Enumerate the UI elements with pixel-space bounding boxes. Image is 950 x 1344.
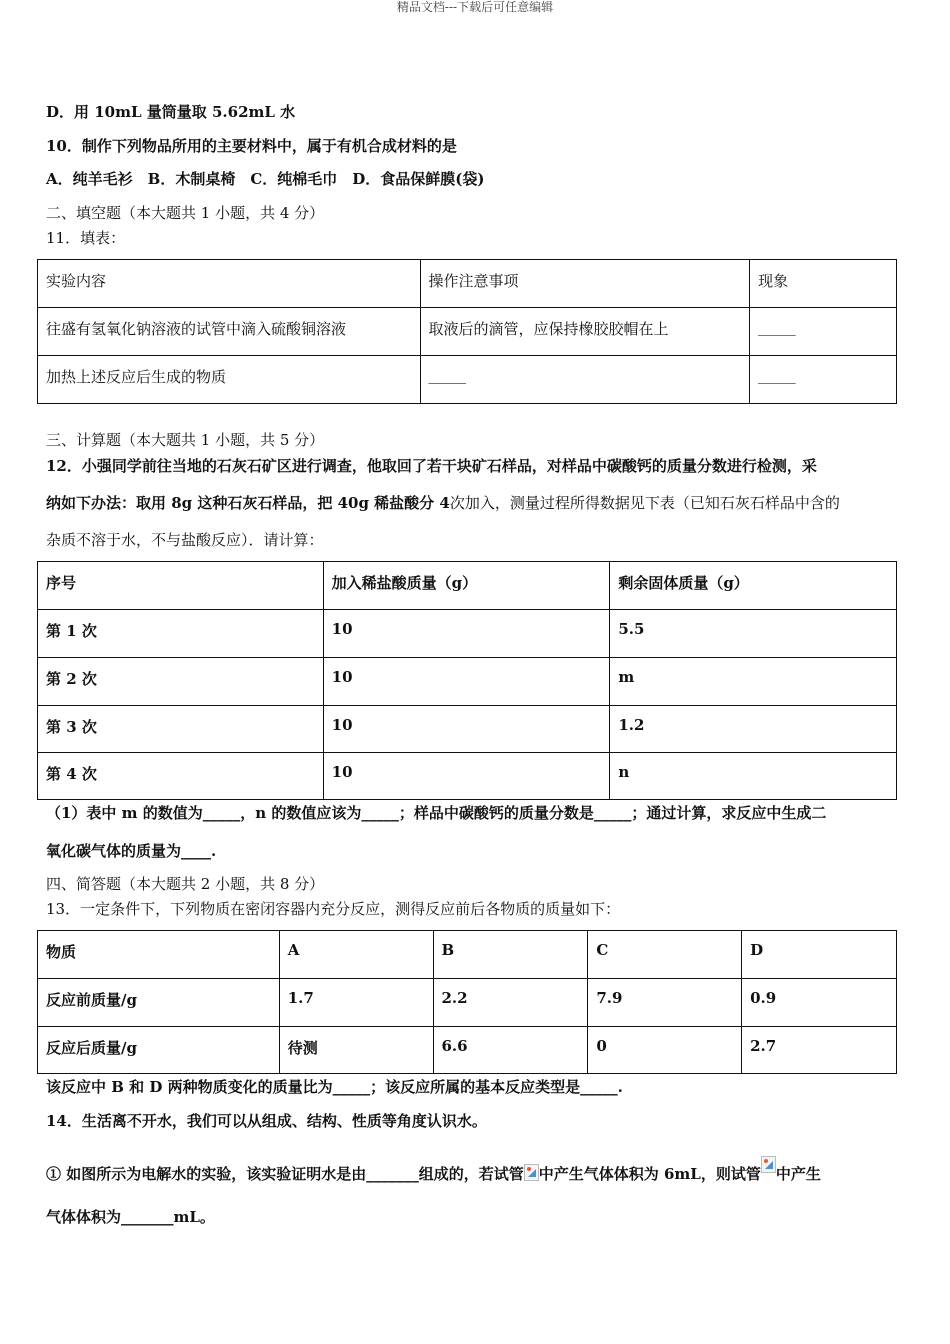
table-cell: 取液后的滴管，应保持橡胶胶帽在上 [420, 308, 750, 356]
table-cell: 2.7 [742, 1027, 897, 1074]
table-cell: 待测 [279, 1027, 433, 1074]
table-row [38, 931, 897, 979]
q14-sub1-a: ① 如图所示为电解水的实验，该实验证明水是由_______组成的，若试管 [46, 1165, 524, 1183]
table-row [38, 979, 897, 1027]
table-cell: 剩余固体质量（g） [610, 562, 897, 610]
table-cell: 10 [323, 658, 610, 706]
table-cell: _____ [420, 356, 750, 404]
table-cell: 第 1 次 [38, 610, 324, 658]
q12-line2-rest: 次加入，测量过程所得数据见下表（已知石灰石样品中含的 [449, 494, 840, 512]
table-cell: 物质 [38, 931, 280, 979]
table-cell: 加热上述反应后生成的物质 [38, 356, 421, 404]
table-cell: m [610, 658, 897, 706]
table-cell: 第 4 次 [38, 753, 324, 800]
table-cell: 反应前质量/g [38, 979, 280, 1027]
q9-option-d: D．用 10mL 量筒量取 5.62mL 水 [46, 103, 296, 121]
table-cell: 10 [323, 753, 610, 800]
q12-line2-bold: 纳如下办法：取用 8g 这种石灰石样品，把 40g 稀盐酸分 4 [46, 494, 450, 512]
q12-sub1-line1: （1）表中 m 的数值为_____，n 的数值应该为_____；样品中碳酸钙的质量分数是_____；通过计算，求反应中生成二 [46, 804, 827, 822]
q14-sub1-c: 中产生 [775, 1165, 821, 1183]
table-cell: 2.2 [433, 979, 588, 1027]
table-cell: 第 2 次 [38, 658, 324, 706]
table-cell: 0 [588, 1027, 742, 1074]
table-cell: 反应后质量/g [38, 1027, 280, 1074]
test-tube-b-icon [761, 1156, 776, 1173]
table-cell: 0.9 [742, 979, 897, 1027]
table-cell: 10 [323, 610, 610, 658]
table-cell: 6.6 [433, 1027, 588, 1074]
q14-stem: 14．生活离不开水，我们可以从组成、结构、性质等角度认识水。 [46, 1112, 487, 1130]
table-cell: 操作注意事项 [420, 260, 750, 308]
table-cell: n [610, 753, 897, 800]
q10-stem: 10．制作下列物品所用的主要材料中，属于有机合成材料的是 [46, 137, 457, 155]
section3-title: 三、计算题（本大题共 1 小题，共 5 分） [46, 431, 325, 449]
table-cell: 10 [323, 706, 610, 753]
table-cell: 加入稀盐酸质量（g） [323, 562, 610, 610]
table-cell: D [742, 931, 897, 979]
q12-line2 [46, 493, 840, 513]
fill-table [37, 259, 897, 404]
q14-sub1-b: 中产生气体体积为 6mL，则试管 [538, 1165, 761, 1183]
test-tube-a-icon [524, 1164, 539, 1181]
q12-sub1-line2: 氧化碳气体的质量为____. [46, 842, 217, 860]
q13-after: 该反应中 B 和 D 两种物质变化的质量比为_____；该反应所属的基本反应类型是_____. [46, 1078, 623, 1096]
table-cell: 实验内容 [38, 260, 421, 308]
table-row [38, 562, 897, 610]
table-cell: _____ [750, 308, 897, 356]
table-cell: 现象 [750, 260, 897, 308]
table-row [38, 1027, 897, 1074]
q13-stem: 13．一定条件下，下列物质在密闭容器内充分反应，测得反应前后各物质的质量如下： [46, 900, 621, 918]
table-cell: 1.7 [279, 979, 433, 1027]
table-row [38, 260, 897, 308]
page-header: 精品文档---下载后可任意编辑 [396, 0, 554, 14]
table-row [38, 658, 897, 706]
q11-stem: 11．填表： [46, 229, 126, 247]
table-cell: C [588, 931, 742, 979]
q14-sub1-line2: 气体体积为_______mL。 [46, 1208, 215, 1226]
table-cell: 往盛有氢氧化钠溶液的试管中滴入硫酸铜溶液 [38, 308, 421, 356]
table-cell: 序号 [38, 562, 324, 610]
calc-table [37, 561, 897, 800]
table-cell: _____ [750, 356, 897, 404]
table-cell: B [433, 931, 588, 979]
table-cell: A [279, 931, 433, 979]
section4-title: 四、简答题（本大题共 2 小题，共 8 分） [46, 875, 325, 893]
q12-line3: 杂质不溶于水，不与盐酸反应）．请计算： [46, 531, 324, 549]
table-cell: 第 3 次 [38, 706, 324, 753]
table-row [38, 308, 897, 356]
mass-table [37, 930, 897, 1074]
q10-options: A．纯羊毛衫 B．木制桌椅 C．纯棉毛巾 D．食品保鲜膜(袋) [46, 170, 485, 188]
table-row [38, 610, 897, 658]
table-row [38, 706, 897, 753]
q12-line1: 12．小强同学前往当地的石灰石矿区进行调查，他取回了若干块矿石样品，对样品中碳酸钙的质量分数进行检测，采 [46, 457, 817, 475]
table-row [38, 753, 897, 800]
q14-sub1-line1 [46, 1156, 821, 1184]
section2-title: 二、填空题（本大题共 1 小题，共 4 分） [46, 204, 325, 222]
table-cell: 5.5 [610, 610, 897, 658]
table-cell: 7.9 [588, 979, 742, 1027]
table-cell: 1.2 [610, 706, 897, 753]
table-row [38, 356, 897, 404]
